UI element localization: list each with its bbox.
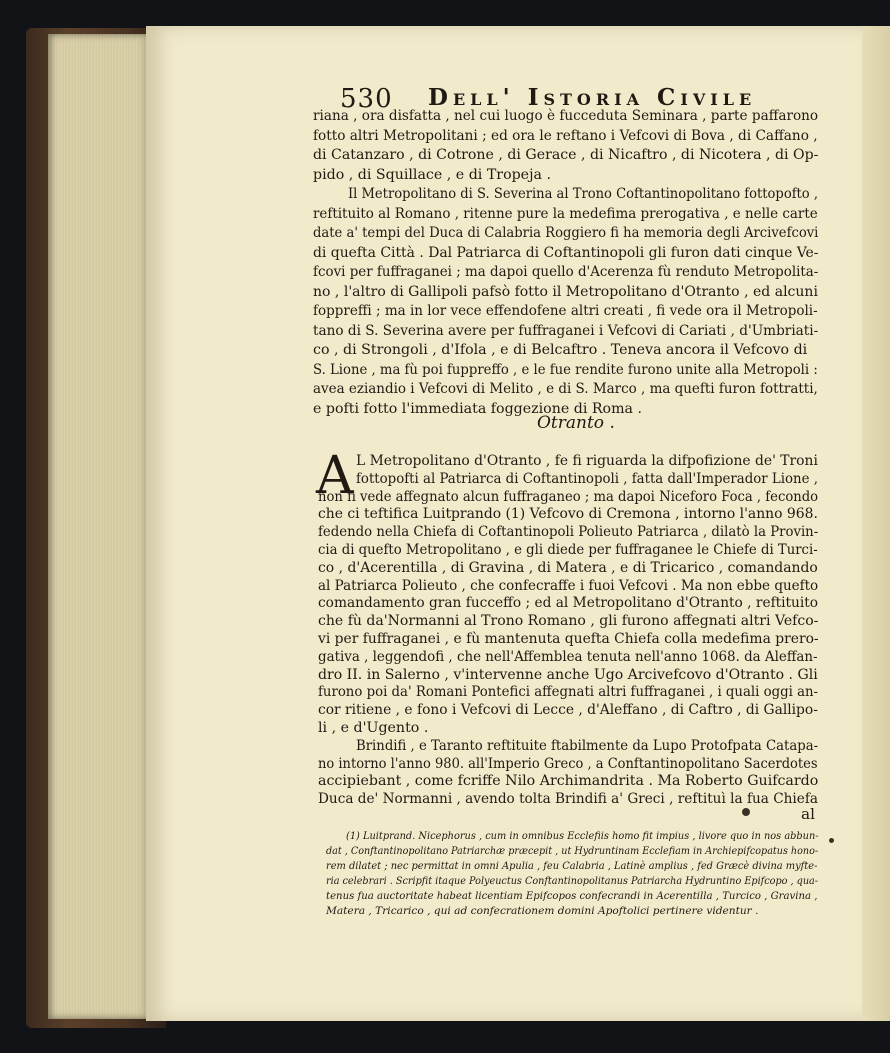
footnote-line: ria celebrari . Scripfit itaque Polyeuctus Conftantinopolitanus Patriarcha Hydruntino Epifcopo , qua- xyxy=(326,875,819,887)
drop-cap: A xyxy=(316,446,354,506)
page-number: 530 xyxy=(340,84,393,114)
text-line: date a' tempi del Duca di Calabria Roggiero fi ha memoria degli Arcivefcovi xyxy=(313,225,819,241)
ink-dot xyxy=(829,838,834,843)
footnote-line: rem dilatet ; nec permittat in omni Apulia , feu Calabria , Latinè amplius , fed Græcè divina myfte- xyxy=(326,860,818,872)
running-title: Dell' Istoria Civile xyxy=(428,84,757,111)
text-line: fcovi per fuffraganei ; ma dapoi quello d'Acerenza fù renduto Metropolita- xyxy=(313,264,819,280)
footnote-line: dat , Conftantinopolitano Patriarchæ præcepit , ut Hydruntinam Ecclefiam in Archiepifcopatus hono- xyxy=(326,845,819,857)
text-line: di quefta Città . Dal Patriarca di Coftantinopoli gli furon dati cinque Ve- xyxy=(313,244,819,261)
text-line: no , l'altro di Gallipoli pafsò fotto il Metropolitano d'Otranto , ed alcuni xyxy=(313,283,818,300)
catchword: al xyxy=(801,805,816,823)
text-line: Duca de' Normanni , avendo tolta Brindifi a' Greci , reftituì la fua Chiefa xyxy=(318,791,818,808)
text-line: riana , ora disfatta , nel cui luogo è fucceduta Seminara , parte paffarono xyxy=(313,108,819,124)
footnote-line: (1) Luitprand. Nicephorus , cum in omnibus Ecclefiis homo fit impius , livore quo in nos abbun- xyxy=(346,830,819,842)
text-line: dro II. in Salerno , v'intervenne anche Ugo Arcivefcovo d'Otranto . Gli xyxy=(318,666,818,683)
text-line: Brindifi , e Taranto reftituite ftabilmente da Lupo Protofpata Catapa- xyxy=(356,737,819,754)
text-line: fedendo nella Chiefa di Coftantinopoli Polieuto Patriarca , dilatò la Provin- xyxy=(318,524,819,541)
text-line: avea eziandio i Vefcovi di Melito , e di S. Marco , ma quefti furon fottratti, xyxy=(313,381,818,397)
text-line: gativa , leggendofi , che nell'Affemblea tenuta nell'anno 1068. da Aleffan- xyxy=(318,648,818,665)
text-line: tano di S. Severina avere per fuffraganei i Vefcovi di Cariati , d'Umbriati- xyxy=(313,322,819,339)
text-line: S. Lione , ma fù poi fuppreffo , e le fue rendite furono unite alla Metropoli : xyxy=(313,361,818,378)
section-heading: Otranto . xyxy=(537,413,615,433)
footnote-line: tenus fua auctoritate habeat licentiam Epifcopos confecrandi in Acerentilla , Turcico , Gravina , xyxy=(326,890,818,902)
facing-page-edge xyxy=(858,26,890,1021)
page-edges xyxy=(48,34,152,1019)
text-line: non fi vede affegnato alcun fuffraganeo ; ma dapoi Niceforo Foca , fecondo xyxy=(318,488,819,505)
text-line: fottopofti al Patriarca di Coftantinopoli , fatta dall'Imperador Lione , xyxy=(356,470,818,487)
text-line: comandamento gran fucceffo ; ed al Metropolitano d'Otranto , reftituito xyxy=(318,595,819,612)
text-line: fotto altri Metropolitani ; ed ora le reftano i Vefcovi di Bova , di Caffano , xyxy=(313,127,818,144)
text-line: e pofti fotto l'immediata foggezione di Roma . xyxy=(313,400,643,417)
text-line: co , di Strongoli , d'Ifola , e di Belcaftro . Teneva ancora il Vefcovo di xyxy=(313,342,808,358)
text-line: foppreffi ; ma in lor vece effendofene altri creati , fi vede ora il Metropoli- xyxy=(313,303,818,319)
text-line: che ci teftifica Luitprando (1) Vefcovo di Cremona , intorno l'anno 968. xyxy=(318,506,818,523)
text-line: di Catanzaro , di Cotrone , di Gerace , di Nicaftro , di Nicotera , di Op- xyxy=(313,147,819,163)
text-line: co , d'Acerentilla , di Gravina , di Matera , e di Tricarico , comandando xyxy=(318,559,818,576)
text-line: L Metropolitano d'Otranto , fe fi riguarda la difpofizione de' Troni xyxy=(356,453,818,469)
text-line: accipiebant , come fcriffe Nilo Archimandrita . Ma Roberto Guifcardo xyxy=(318,773,819,790)
text-line: furono poi da' Romani Pontefici affegnati altri fuffraganei , i quali oggi an- xyxy=(318,684,819,701)
text-line: li , e d'Ugento . xyxy=(318,720,429,736)
footnote-line: Matera , Tricarico , qui ad confecrationem domini Apoftolici pertinere videntur . xyxy=(326,905,759,917)
text-line: reftituito al Romano , ritenne pure la medefima prerogativa , e nelle carte xyxy=(313,205,818,222)
text-line: cia di quefto Metropolitano , e gli diede per fuffraganee le Chiefe di Turci- xyxy=(318,542,818,558)
text-line: cor ritiene , e fono i Vefcovi di Lecce , d'Aleffano , di Caftro , di Gallipo- xyxy=(318,702,818,719)
text-line: no intorno l'anno 980. all'Imperio Greco , a Conftantinopolitano Sacerdotes xyxy=(318,755,818,772)
text-line: Il Metropolitano di S. Severina al Trono Coftantinopolitano fottopofto , xyxy=(348,186,819,202)
text-line: al Patriarca Polieuto , che confecraffe i fuoi Vefcovi . Ma non ebbe quefto xyxy=(318,577,819,594)
text-line: vi per fuffraganei , e fù mantenuta quefta Chiefa colla medefima prero- xyxy=(318,631,819,647)
text-line: pido , di Squillace , e di Tropeja . xyxy=(313,166,551,183)
text-line: che fù da'Normanni al Trono Romano , gli furono affegnati altri Vefco- xyxy=(318,613,819,630)
